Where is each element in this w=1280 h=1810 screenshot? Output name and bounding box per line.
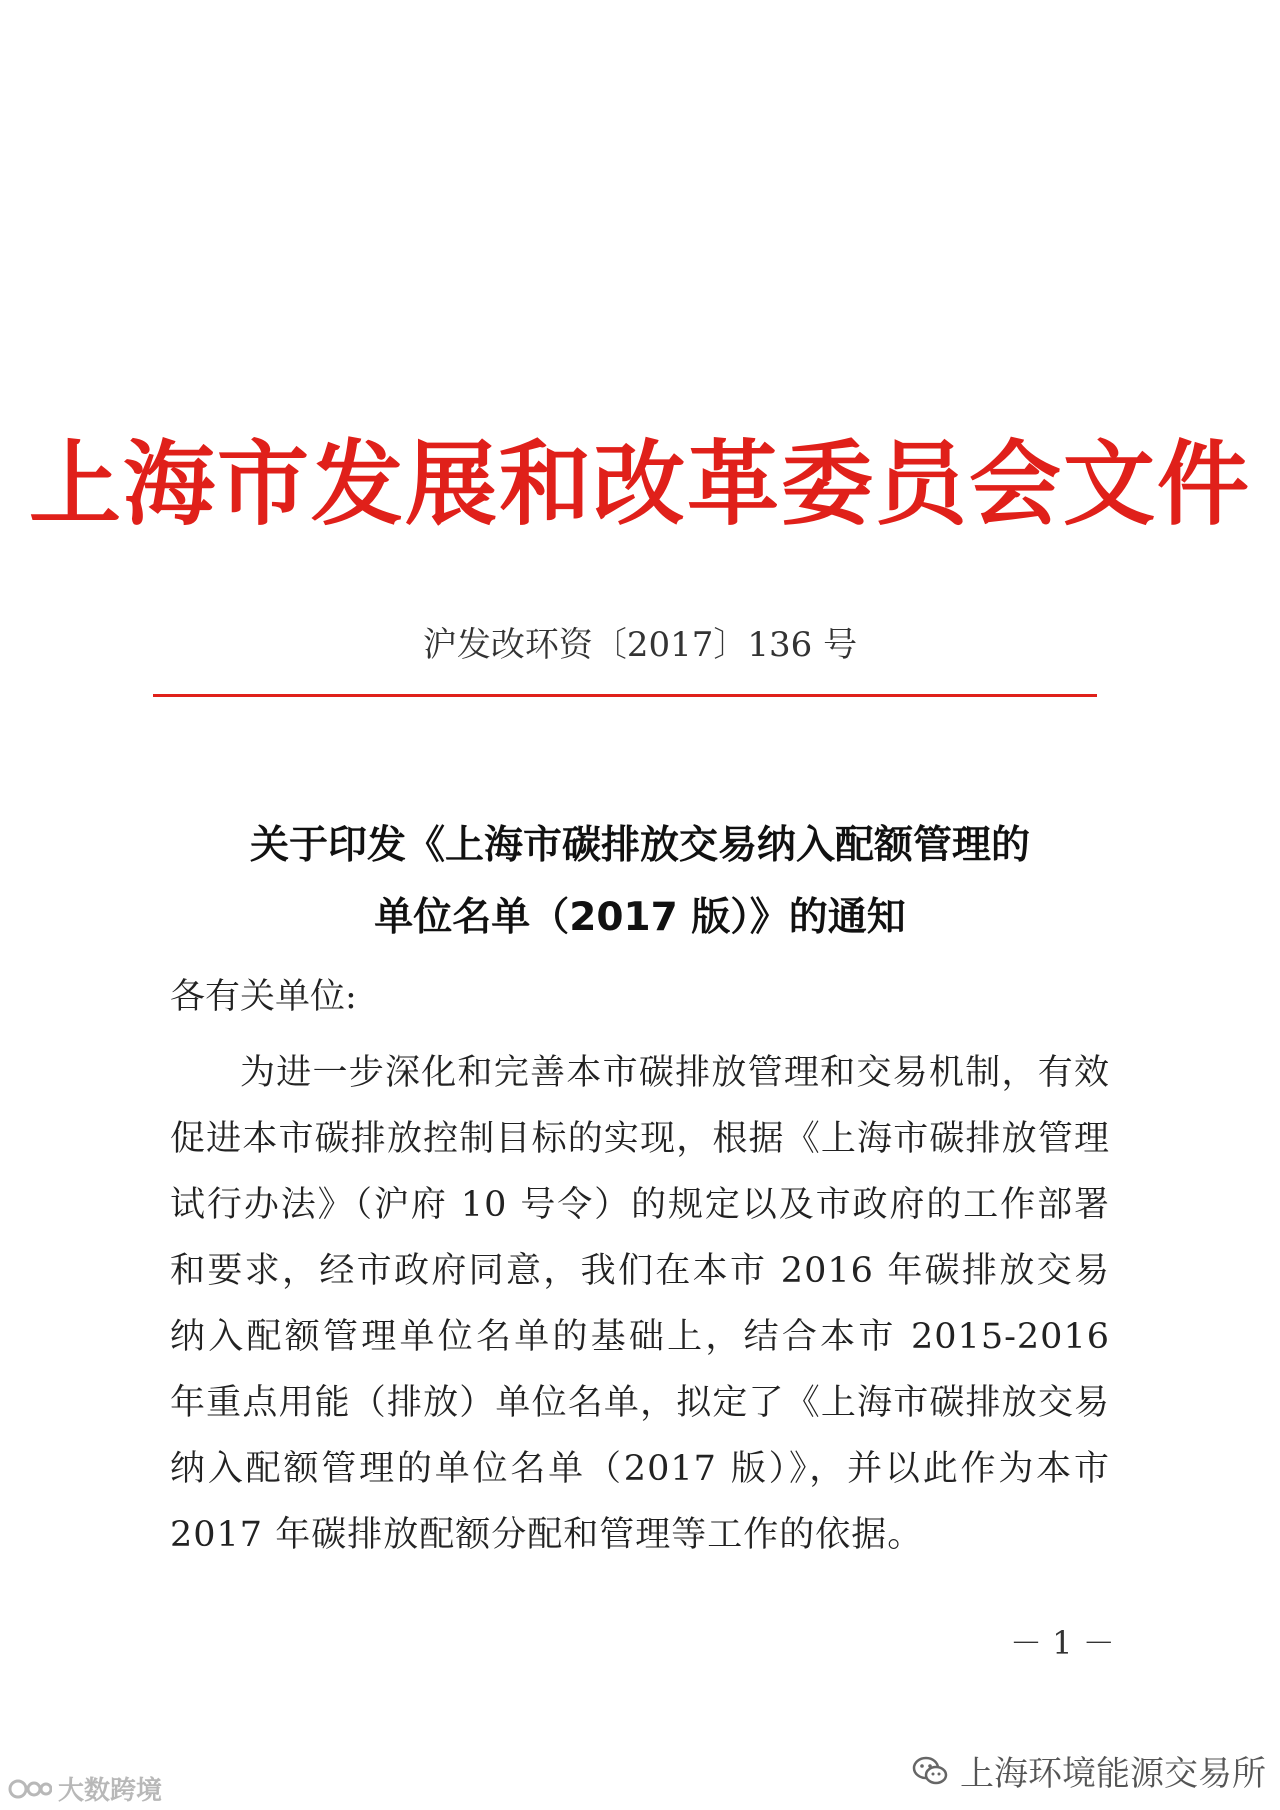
watermark-left (8, 1770, 162, 1807)
watermark-left-text: 大数跨境 (58, 1776, 163, 1806)
wechat-icon (910, 1751, 950, 1791)
watermark-right (910, 1746, 1266, 1795)
brand-logo-icon (8, 1774, 52, 1804)
page-number: － 1 － (1010, 1624, 1115, 1662)
body-paragraph: 为进一步深化和完善本市碳排放管理和交易机制，有效促进本市碳排放控制目标的实现，根据《上海市碳排放管理试行办法》（沪府 10 号令）的规定以及市政府的工作部署和要求，经市政府同意，我们在本市 2016 年碳排放交易纳入配额管理单位名单的基础上，结合本市 2015-2016 年重点用能（排放）单位名单，拟定了《上海市碳排放交易纳入配额管理的单位名单（2017 版）》，并以此作为本市 2017 年碳排放配额分配和管理等工作的依据。 (170, 1053, 1110, 1555)
salutation: 各有关单位: (170, 977, 357, 1017)
notice-title-line-1: 关于印发《上海市碳排放交易纳入配额管理的 (249, 823, 1030, 868)
watermark-right-text: 上海环境能源交易所 (960, 1754, 1266, 1794)
masthead-title: 上海市发展和改革委员会文件 (28, 430, 1251, 538)
document-number: 沪发改环资〔2017〕136 号 (422, 625, 858, 665)
red-divider-rule (153, 694, 1097, 697)
notice-title-line-2: 单位名单（2017 版）》的通知 (374, 895, 906, 940)
notice-title (0, 810, 1280, 954)
